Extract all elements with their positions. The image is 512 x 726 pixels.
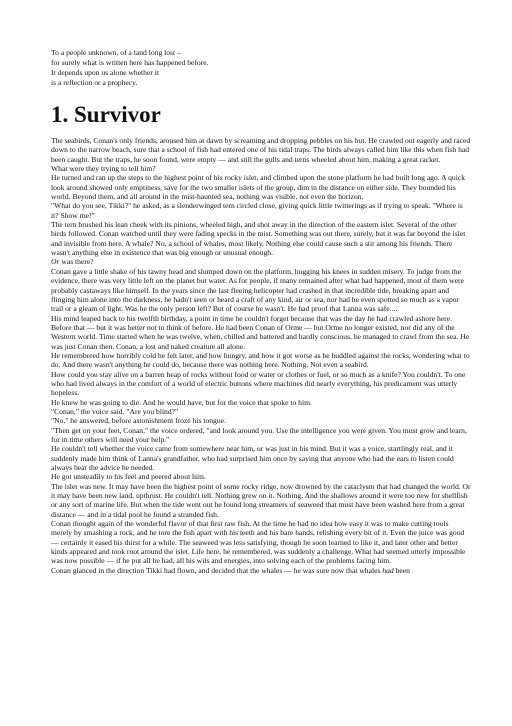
epigraph-line: is a reflection or a prophecy. [51, 78, 138, 87]
paragraph: The islet was new. It may have been the highest point of some rocky ridge, now drowned by the cataclysm that had changed the world. Or it may have been new land, upthrust. He couldn't tell. Nothing grew on it. Nothing. And the shallows around it were too new for shellfish or any sort of marine life. But when the tide went out he found long streamers of seaweed that must have been washed here from a great distance — and in a tidal pool he found a stranded fish. [51, 481, 471, 519]
paragraph: Conan gave a little shake of his tawny head and slumped down on the platform, hugging his knees in sudden misery. To judge from the evidence, there was very little left on the planet but water. As for people, if many remained after what had happened, most of them were probably castaways like himself. In the years since the last fleeing helicopter had crashed in that incredible tide, breaking apart and flinging him alone into the darkness, he hadn't seen or heard a craft of any kind, air or sea, nor had he even spotted so much as a vapor trail or a gleam of light. Was he the only person left? But of course he wasn't. He had proof that Lanna was safe.... [51, 266, 464, 314]
paragraph: "Then get on your feet, Conan," the voice ordered, "and look around you. Use the intelligence you were given. You must grow and learn, for in time others will need your help." [51, 425, 467, 444]
paragraph: The seabirds, Conan's only friends, aroused him at dawn by screaming and dropping pebbles on his hut. He crawled out eagerly and raced down to the narrow beach, sure that a school of fish had entered one of his tidal traps. The birds always called him like this when fish had been caught. But the traps, he soon found, were empty — and still the gulls and terns wheeled about him, making a great racket. [51, 136, 471, 164]
paragraph: He got unsteadily to his feet and peered about him. [51, 472, 206, 482]
paragraph: "No," he answered, before astonishment froze his tongue. [51, 416, 226, 426]
paragraph: "What do you see, Tikki?" he asked, as a slenderwinged tern circled close, giving quick little twitterings as if trying to speak. "Where is it? Show me!" [51, 201, 463, 220]
epigraph-line: for surely what is written here has happened before. [51, 58, 209, 67]
paragraph: What were they trying to tell him? [51, 164, 156, 174]
paragraph: The tern brushed his lean cheek with its pinions, wheeled high, and shot away in the direction of the eastern islet. Several of the other birds followed. Conan watched until they were fading specks in the mist. Something was out there, surely, but it was far beyond the islet and invisible from here. A whale? No, a school of whales, most likely. Nothing else could cause such a stir among his friends. There wasn't anything else in existence that was big enough or unusual enough. [51, 220, 466, 258]
epigraph [51, 48, 471, 88]
paragraph: "Conan," the voice said. "Are you blind?" [51, 406, 179, 416]
paragraph: He remembered how horribly cold he felt later, and how hungry, and how it got worse as he huddled against the rocks, wondering what to do. And there wasn't anything he could do, because there was nothing here. Nothing. Not even a seabird. [51, 350, 470, 370]
paragraph: His mind leaped back to his twelfth birthday, a point in time he couldn't forget because that was the day he had crawled ashore here. Before that — but it was better not to think of before. He had been Conan of Orme — but Orme no longer existed, nor did any of the Western world. Time started when he was twelve, when, chilled and battered and hardly conscious, he managed to crawl from the sea. He was just Conan then. Conan, a lost and naked creature all alone. [51, 313, 469, 351]
paragraph: Or was there? [51, 257, 94, 267]
paragraph: He couldn't tell whether the voice came from somewhere near him, or was just in his mind. But it was a voice, startlingly real, and it suddenly made him think of Lanna's grandfather, who had surprised him once by saying that anyone who had the ears to listen could always hear the advice he needed. [51, 444, 454, 473]
epigraph-line: It depends upon us alone whether it [51, 68, 159, 77]
emphasis: Or [51, 257, 60, 267]
chapter-body [51, 136, 471, 575]
paragraph: He turned and ran up the steps to the highest point of his rocky islet, and climbed upon the stone platform he had built long ago. A quick look around showed only emptiness, save for the two smaller islets of the group, dim in the distance on either side. They bounded his world. Beyond them, and all around in the mist-haunted sea, nothing was visible, not even the horizon. [51, 173, 465, 202]
paragraph: How could you stay alive on a barren heap of rocks without food or water or clothes or fuel, or so much as a knife? You couldn't. To one who had lived always in the comfort of a world of electric buttons where machines did nearly everything, his predicament was utterly hopeless. [51, 369, 466, 398]
chapter-title: 1. Survivor [51, 102, 161, 127]
emphasis: had [382, 565, 394, 575]
document-page [51, 48, 471, 575]
epigraph-line: To a people unknown, of a land long lost – [51, 48, 181, 57]
paragraph: He knew he was going to die. And he would have, but for the voice that spoke to him. [51, 397, 312, 407]
paragraph: Conan thought again of the wonderful flavor of that first raw fish. At the time he had no idea how easy it was to make cutting tools merely by smashing a rock, and he tore the fish apart with his teeth and his bare hands, relishing every bit of it. Even the juice was good — certainly it eased his thirst for a while. The seaweed was less satisfying, though he soon learned to like it, and later other and better kinds appeared and took root around the islet. Life here, he remembered, was suddenly a challenge. What had seemed utterly impossible was now possible — if he put all he had, all his wits and energies, into solving each of the problems facing him. [51, 519, 466, 566]
paragraph: Conan glanced in the direction Tikki had flown, and decided that the whales — he was sure now that whales had been [51, 565, 410, 575]
